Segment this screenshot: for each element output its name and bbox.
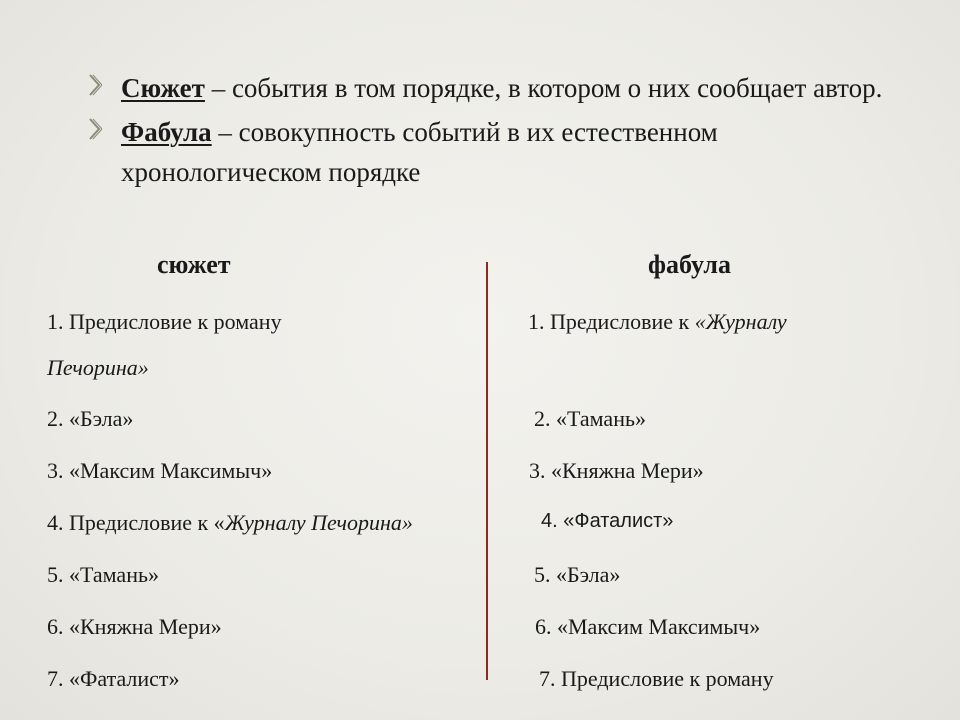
left-item-2: 2. «Бэла» — [47, 406, 134, 431]
left-item-4-italic: Журналу Печорина» — [224, 510, 413, 535]
right-item-5: 5. «Бэла» — [534, 562, 621, 587]
term-syuzhet: Сюжет — [121, 73, 205, 103]
left-item-1-italic: Печорина» — [47, 355, 149, 380]
left-item-1: 1. Предисловие к роману — [47, 309, 282, 334]
right-item-2: 2. «Тамань» — [534, 406, 646, 431]
right-column-heading: фабула — [648, 250, 731, 279]
left-item-4-text: 4. Предисловие к « — [47, 510, 225, 535]
right-item-6: 6. «Максим Максимыч» — [535, 614, 761, 639]
right-item-7: 7. Предисловие к роману — [539, 666, 774, 691]
term-fabula: Фабула — [121, 117, 212, 147]
left-item-5: 5. «Тамань» — [47, 562, 159, 587]
checkmark-arrow-icon — [88, 72, 102, 98]
right-item-3: 3. «Княжна Мери» — [529, 458, 704, 483]
definitions-list — [88, 68, 908, 196]
definition-syuzhet-text: – события в том порядке, в котором о них сообщает автор. — [204, 73, 883, 103]
definition-fabula — [88, 112, 908, 192]
left-item-4 — [47, 510, 413, 536]
left-item-6: 6. «Княжна Мери» — [47, 614, 222, 639]
left-item-7: 7. «Фаталист» — [47, 666, 180, 691]
right-item-1-text: 1. Предисловие к — [528, 309, 695, 334]
left-item-3: 3. «Максим Максимыч» — [47, 458, 273, 483]
definition-syuzhet — [88, 68, 908, 108]
right-item-1-italic: «Журналу — [694, 309, 787, 334]
left-item-1-continuation — [47, 355, 149, 381]
right-item-4: 4. «Фаталист» — [541, 510, 674, 532]
right-item-1 — [528, 309, 787, 335]
left-column-heading: сюжет — [157, 250, 231, 279]
checkmark-arrow-icon — [88, 116, 102, 142]
definition-fabula-text: – совокупность событий в их естественном хронологическом порядке — [121, 117, 718, 187]
column-divider — [486, 262, 488, 680]
